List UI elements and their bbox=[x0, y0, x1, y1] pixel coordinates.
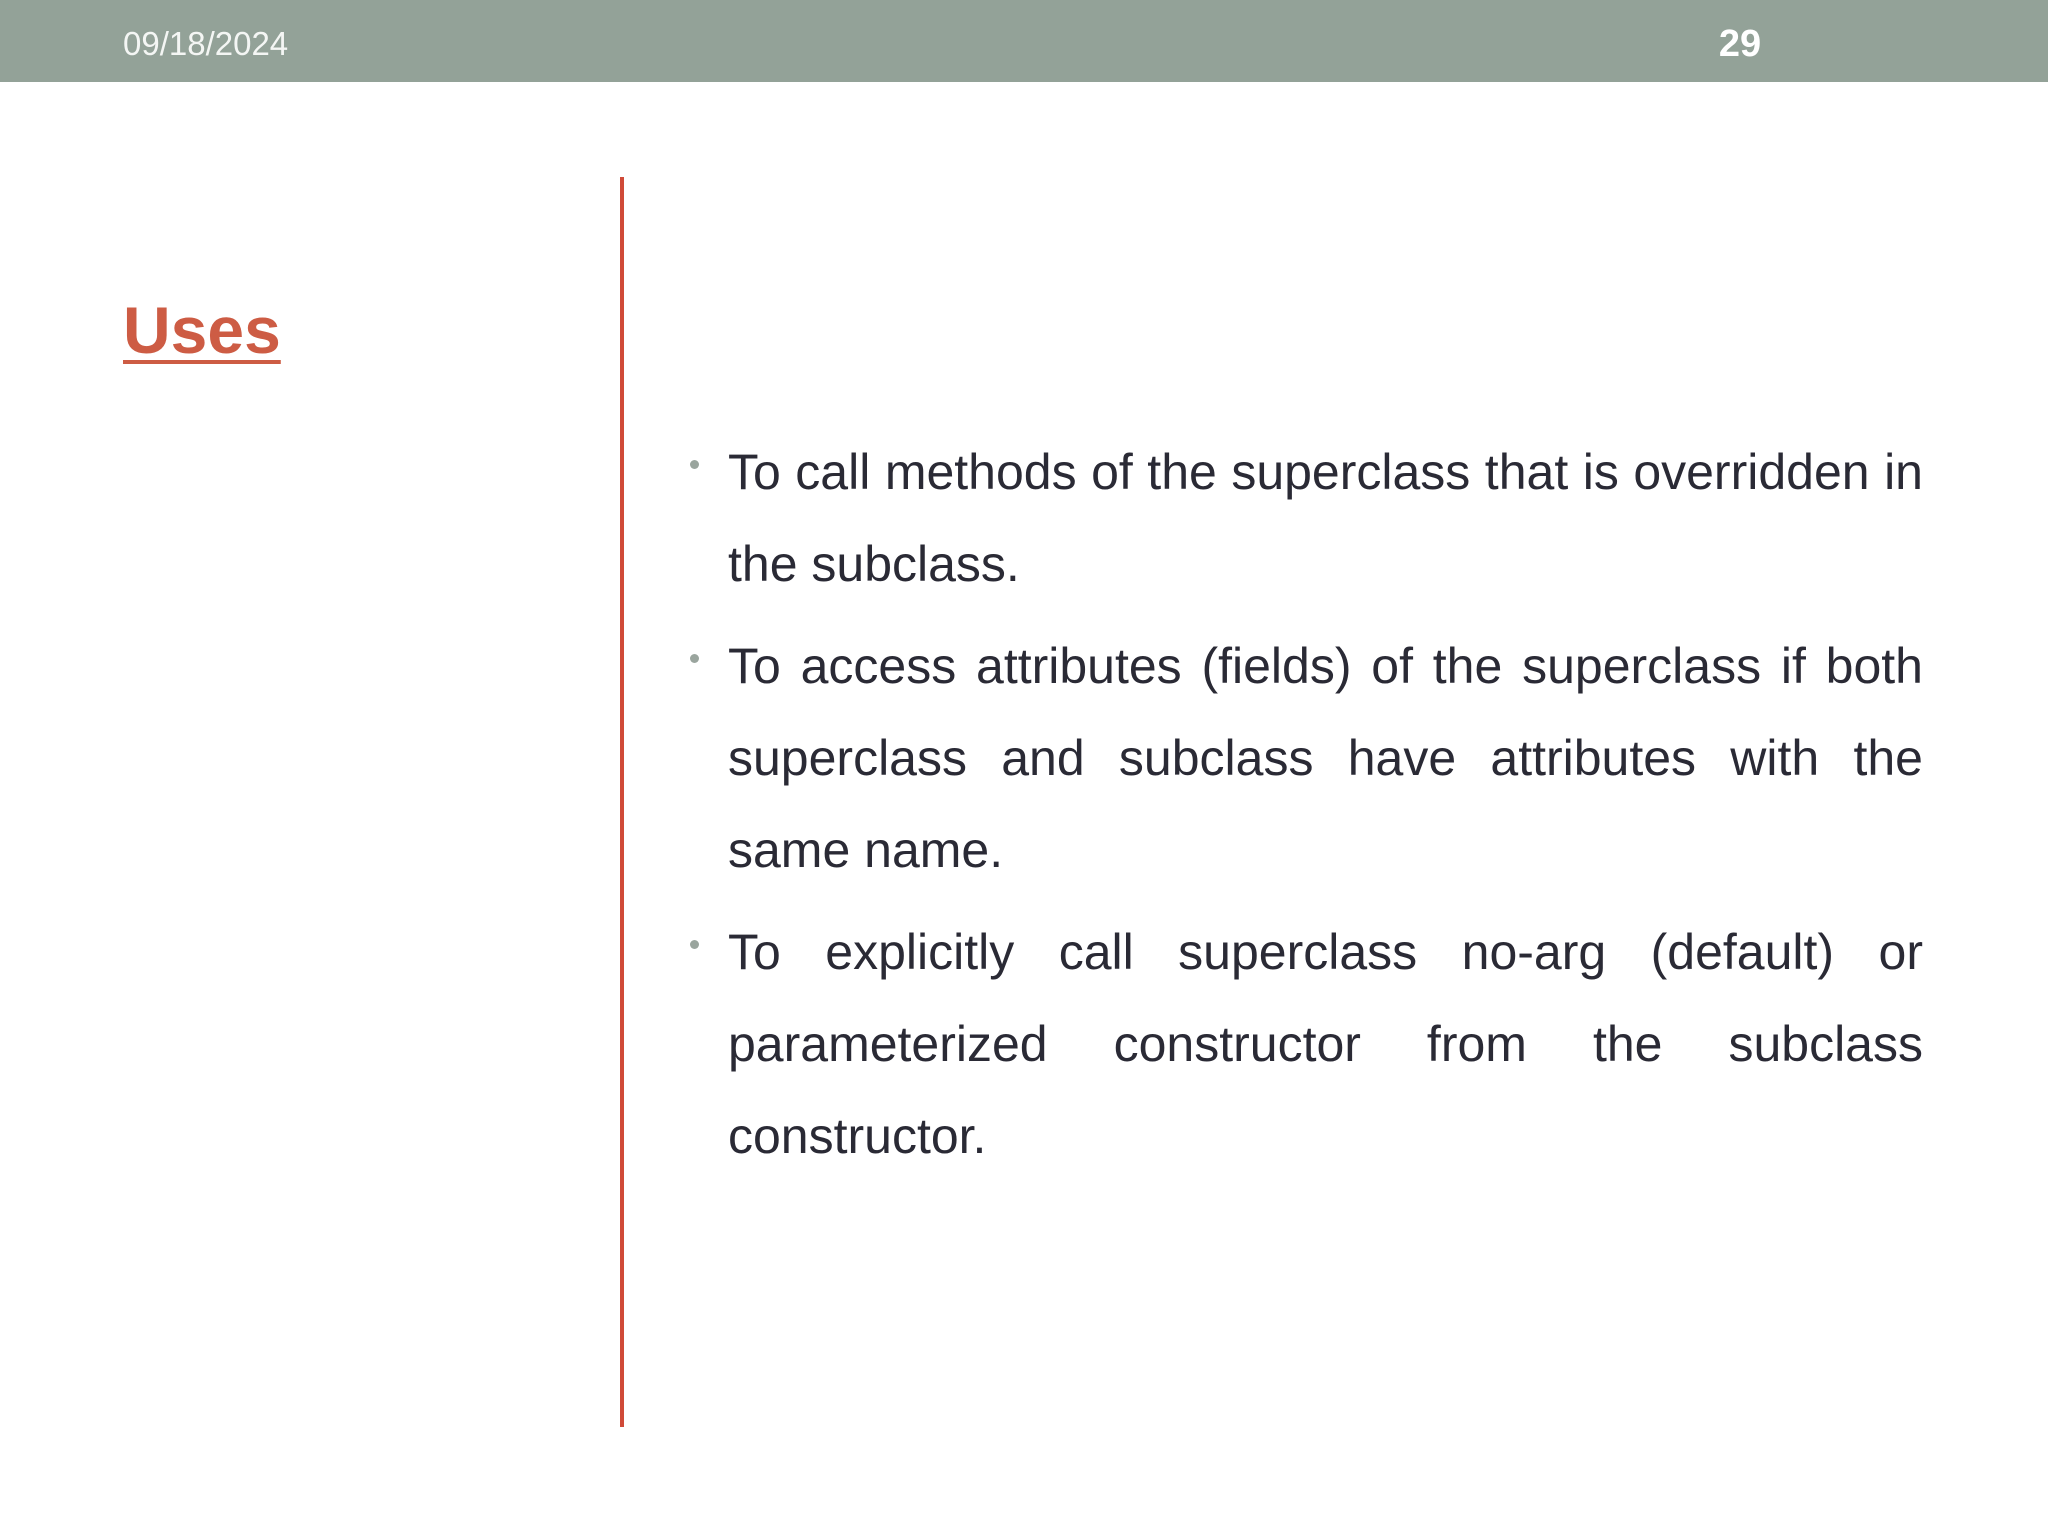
bullet-text: To call methods of the superclass that is overridden in the subclass. bbox=[728, 444, 1923, 592]
bullet-text: To explicitly call superclass no-arg (default) or parameterized constructor from the subclass constructor. bbox=[728, 924, 1923, 1164]
slide-date: 09/18/2024 bbox=[123, 25, 289, 62]
slide-title: Uses bbox=[123, 293, 281, 367]
slide-header-bar bbox=[0, 0, 2048, 82]
bullet-item bbox=[690, 620, 1923, 896]
bullet-icon bbox=[690, 460, 699, 469]
bullet-list bbox=[690, 426, 1923, 1192]
slide-number: 29 bbox=[1718, 23, 1762, 65]
bullet-item bbox=[690, 426, 1923, 610]
bullet-text: To access attributes (fields) of the superclass if both superclass and subclass have attributes with the same name. bbox=[728, 638, 1923, 878]
bullet-icon bbox=[690, 940, 699, 949]
bullet-icon bbox=[690, 654, 699, 663]
vertical-divider bbox=[620, 177, 624, 1427]
bullet-item bbox=[690, 906, 1923, 1182]
